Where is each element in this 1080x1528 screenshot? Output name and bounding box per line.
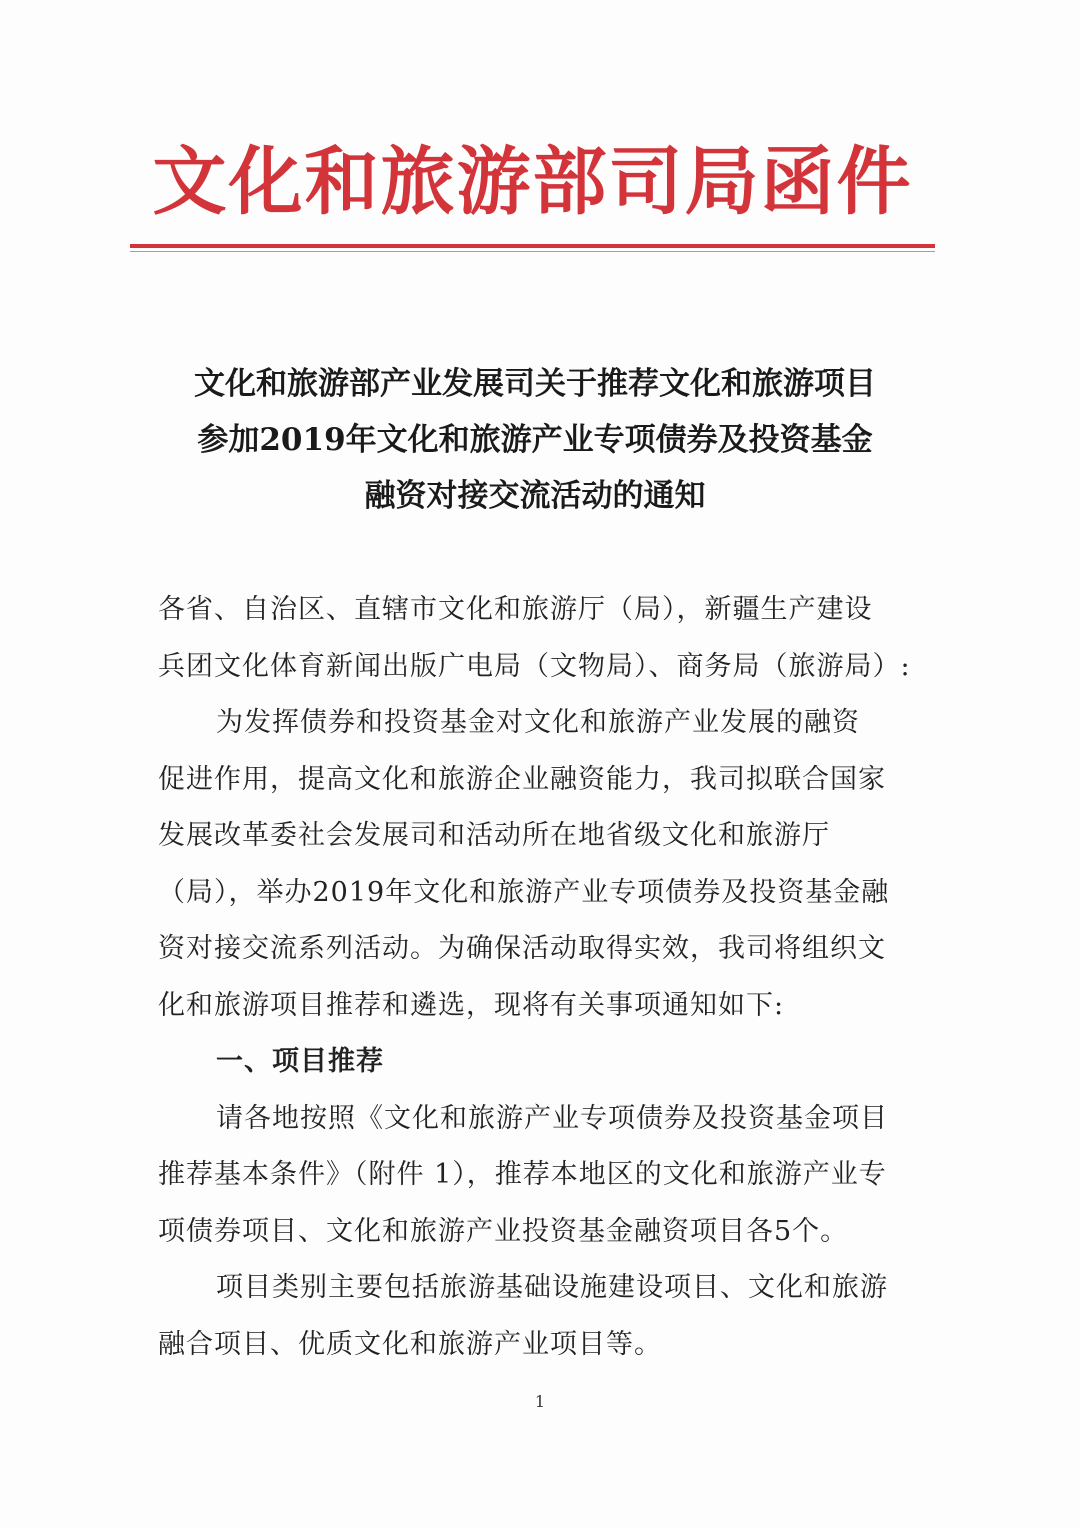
body-line: 项债券项目、文化和旅游产业投资基金融资项目各5个。 xyxy=(158,1215,849,1247)
letterhead-red-rule xyxy=(130,244,935,248)
body-line: 促进作用，提高文化和旅游企业融资能力，我司拟联合国家 xyxy=(158,763,886,795)
addressee-line: 各省、自治区、直辖市文化和旅游厅（局），新疆生产建设 xyxy=(158,594,873,625)
document-title xyxy=(150,356,920,524)
body-line: 请各地按照《文化和旅游产业专项债券及投资基金项目 xyxy=(216,1102,888,1134)
body-line: 融合项目、优质文化和旅游产业项目等。 xyxy=(158,1328,662,1360)
letterhead-title: 文化和旅游部司局函件 xyxy=(152,139,913,225)
document-title-line: 文化和旅游部产业发展司关于推荐文化和旅游项目 xyxy=(194,366,876,402)
document-body xyxy=(158,582,913,1373)
body-line: 资对接交流系列活动。为确保活动取得实效，我司将组织文 xyxy=(158,933,886,964)
document-title-line: 融资对接交流活动的通知 xyxy=(364,478,706,514)
body-line: 发展改革委社会发展司和活动所在地省级文化和旅游厅 xyxy=(158,820,830,851)
page-number: 1 xyxy=(534,1392,546,1411)
body-line: 为发挥债券和投资基金对文化和旅游产业发展的融资 xyxy=(216,707,860,738)
section-heading: 一、项目推荐 xyxy=(216,1046,384,1077)
document-title-line: 参加2019年文化和旅游产业专项债券及投资基金 xyxy=(197,422,873,458)
letterhead-red-rule-thin xyxy=(130,251,935,252)
body-line: 推荐基本条件》（附件 1），推荐本地区的文化和旅游产业专 xyxy=(158,1159,887,1190)
body-line: 项目类别主要包括旅游基础设施建设项目、文化和旅游 xyxy=(216,1272,888,1303)
addressee-line: 兵团文化体育新闻出版广电局（文物局）、商务局（旅游局）: xyxy=(158,650,911,682)
body-line: （局），举办2019年文化和旅游产业专项债券及投资基金融 xyxy=(158,876,890,908)
body-line: 化和旅游项目推荐和遴选，现将有关事项通知如下: xyxy=(158,989,785,1021)
